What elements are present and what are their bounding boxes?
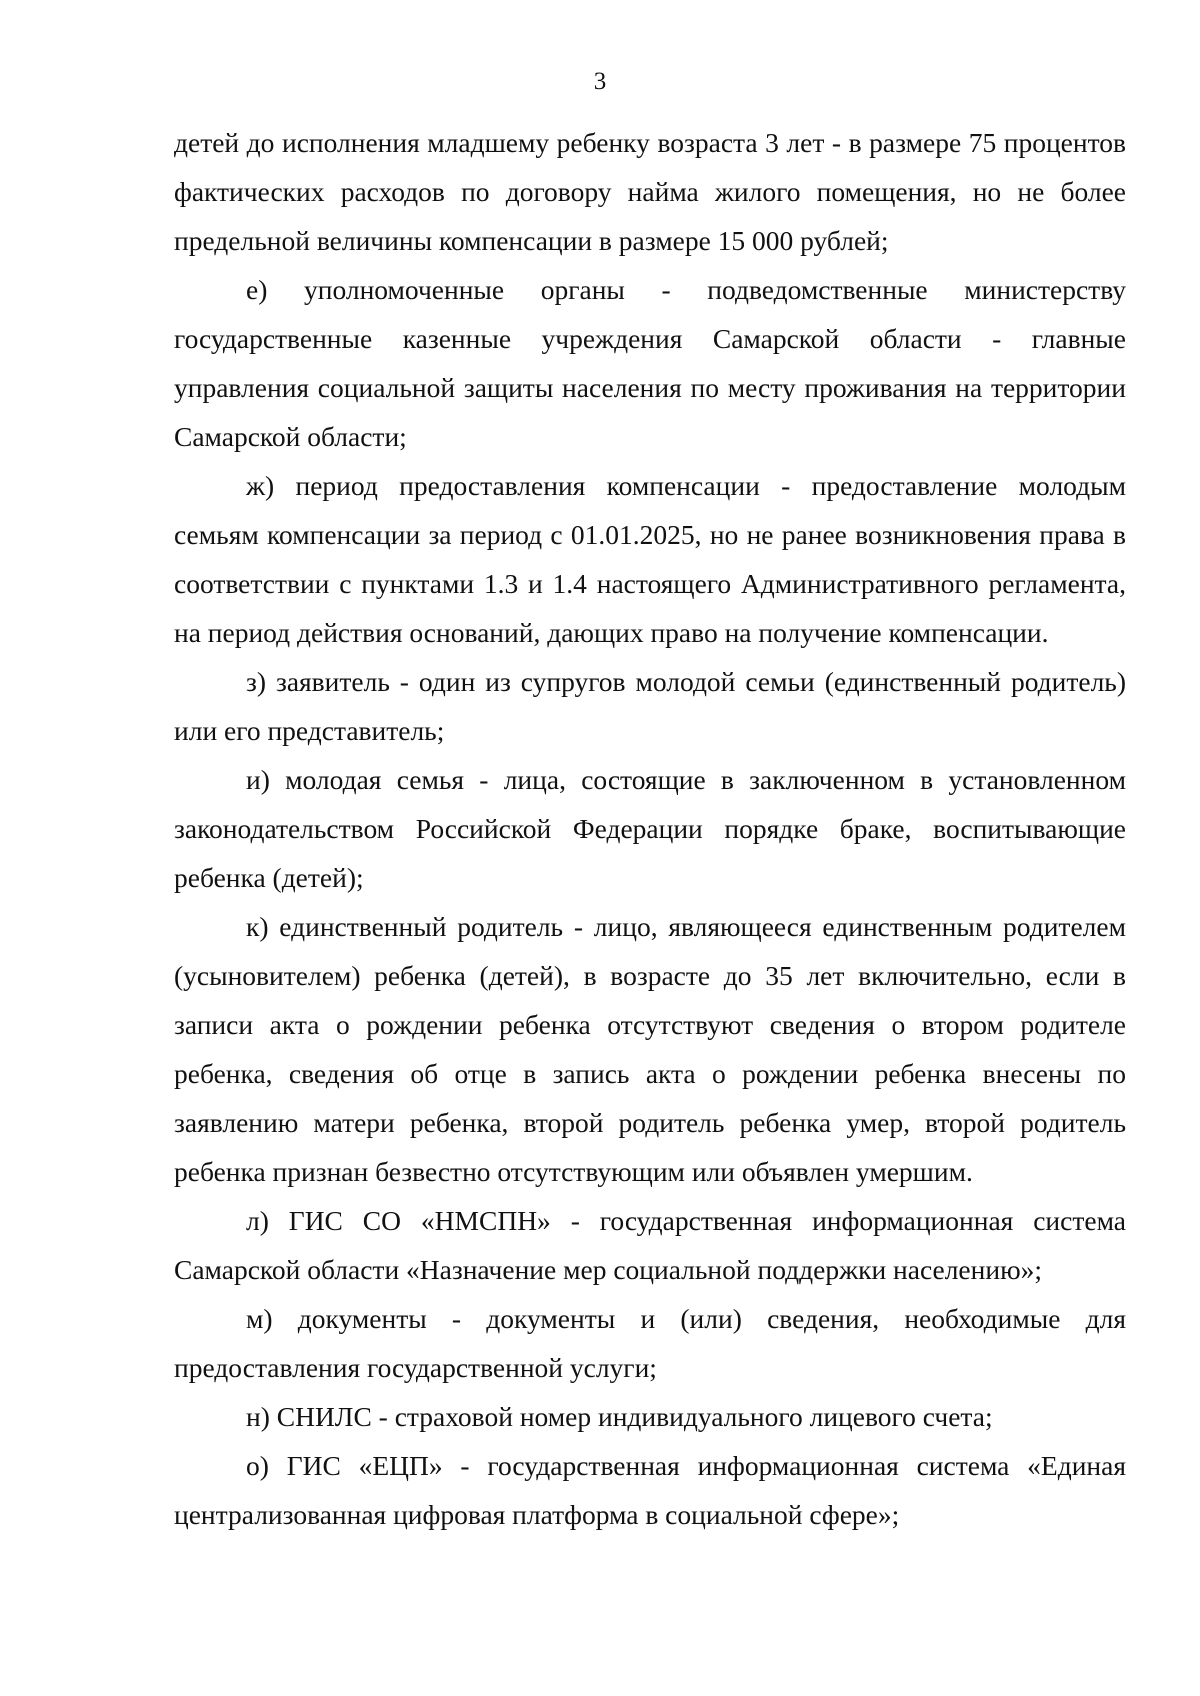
paragraph-zh-compensation-period: ж) период предоставления компенсации - предоставление молодым семьям компенсации за период с 01.01.2025, но не ранее возникновения права в соответствии с пунктами 1.3 и 1.4 настоящего Административного регламента, на период действия оснований, дающих право на получение компенсации. (174, 470, 1126, 648)
paragraph-l-gis-nmspn: л) ГИС СО «НМСПН» - государственная информационная система Самарской области «Назначение мер социальной поддержки населению»; (174, 1205, 1126, 1285)
document-body (174, 118, 1126, 1539)
paragraph-e-authorized-bodies: е) уполномоченные органы - подведомственные министерству государственные казенные учреждения Самарской области - главные управления социальной защиты населения по месту проживания на территории Самарской области; (174, 274, 1126, 452)
paragraph-continuation: детей до исполнения младшему ребенку возраста 3 лет - в размере 75 процентов фактических расходов по договору найма жилого помещения, но не более предельной величины компенсации в размере 15 000 рублей; (174, 127, 1126, 256)
page-number: 3 (593, 68, 607, 95)
paragraph-n-snils: н) СНИЛС - страховой номер индивидуального лицевого счета; (246, 1401, 993, 1432)
paragraph-m-documents: м) документы - документы и (или) сведения, необходимые для предоставления государственной услуги; (174, 1303, 1126, 1383)
paragraph-k-single-parent: к) единственный родитель - лицо, являющееся единственным родителем (усыновителем) ребенка (детей), в возрасте до 35 лет включительно, если в записи акта о рождении ребенка отсутствуют сведения о втором родителе ребенка, сведения об отце в запись акта о рождении ребенка внесены по заявлению матери ребенка, второй родитель ребенка умер, второй родитель ребенка признан безвестно отсутствующим или объявлен умершим. (174, 911, 1126, 1187)
paragraph-z-applicant: з) заявитель - один из супругов молодой семьи (единственный родитель) или его представитель; (174, 666, 1126, 746)
paragraph-o-gis-ecp: о) ГИС «ЕЦП» - государственная информационная система «Единая централизованная цифровая платформа в социальной сфере»; (174, 1450, 1126, 1530)
paragraph-i-young-family: и) молодая семья - лица, состоящие в заключенном в установленном законодательством Российской Федерации порядке браке, воспитывающие ребенка (детей); (174, 764, 1126, 893)
